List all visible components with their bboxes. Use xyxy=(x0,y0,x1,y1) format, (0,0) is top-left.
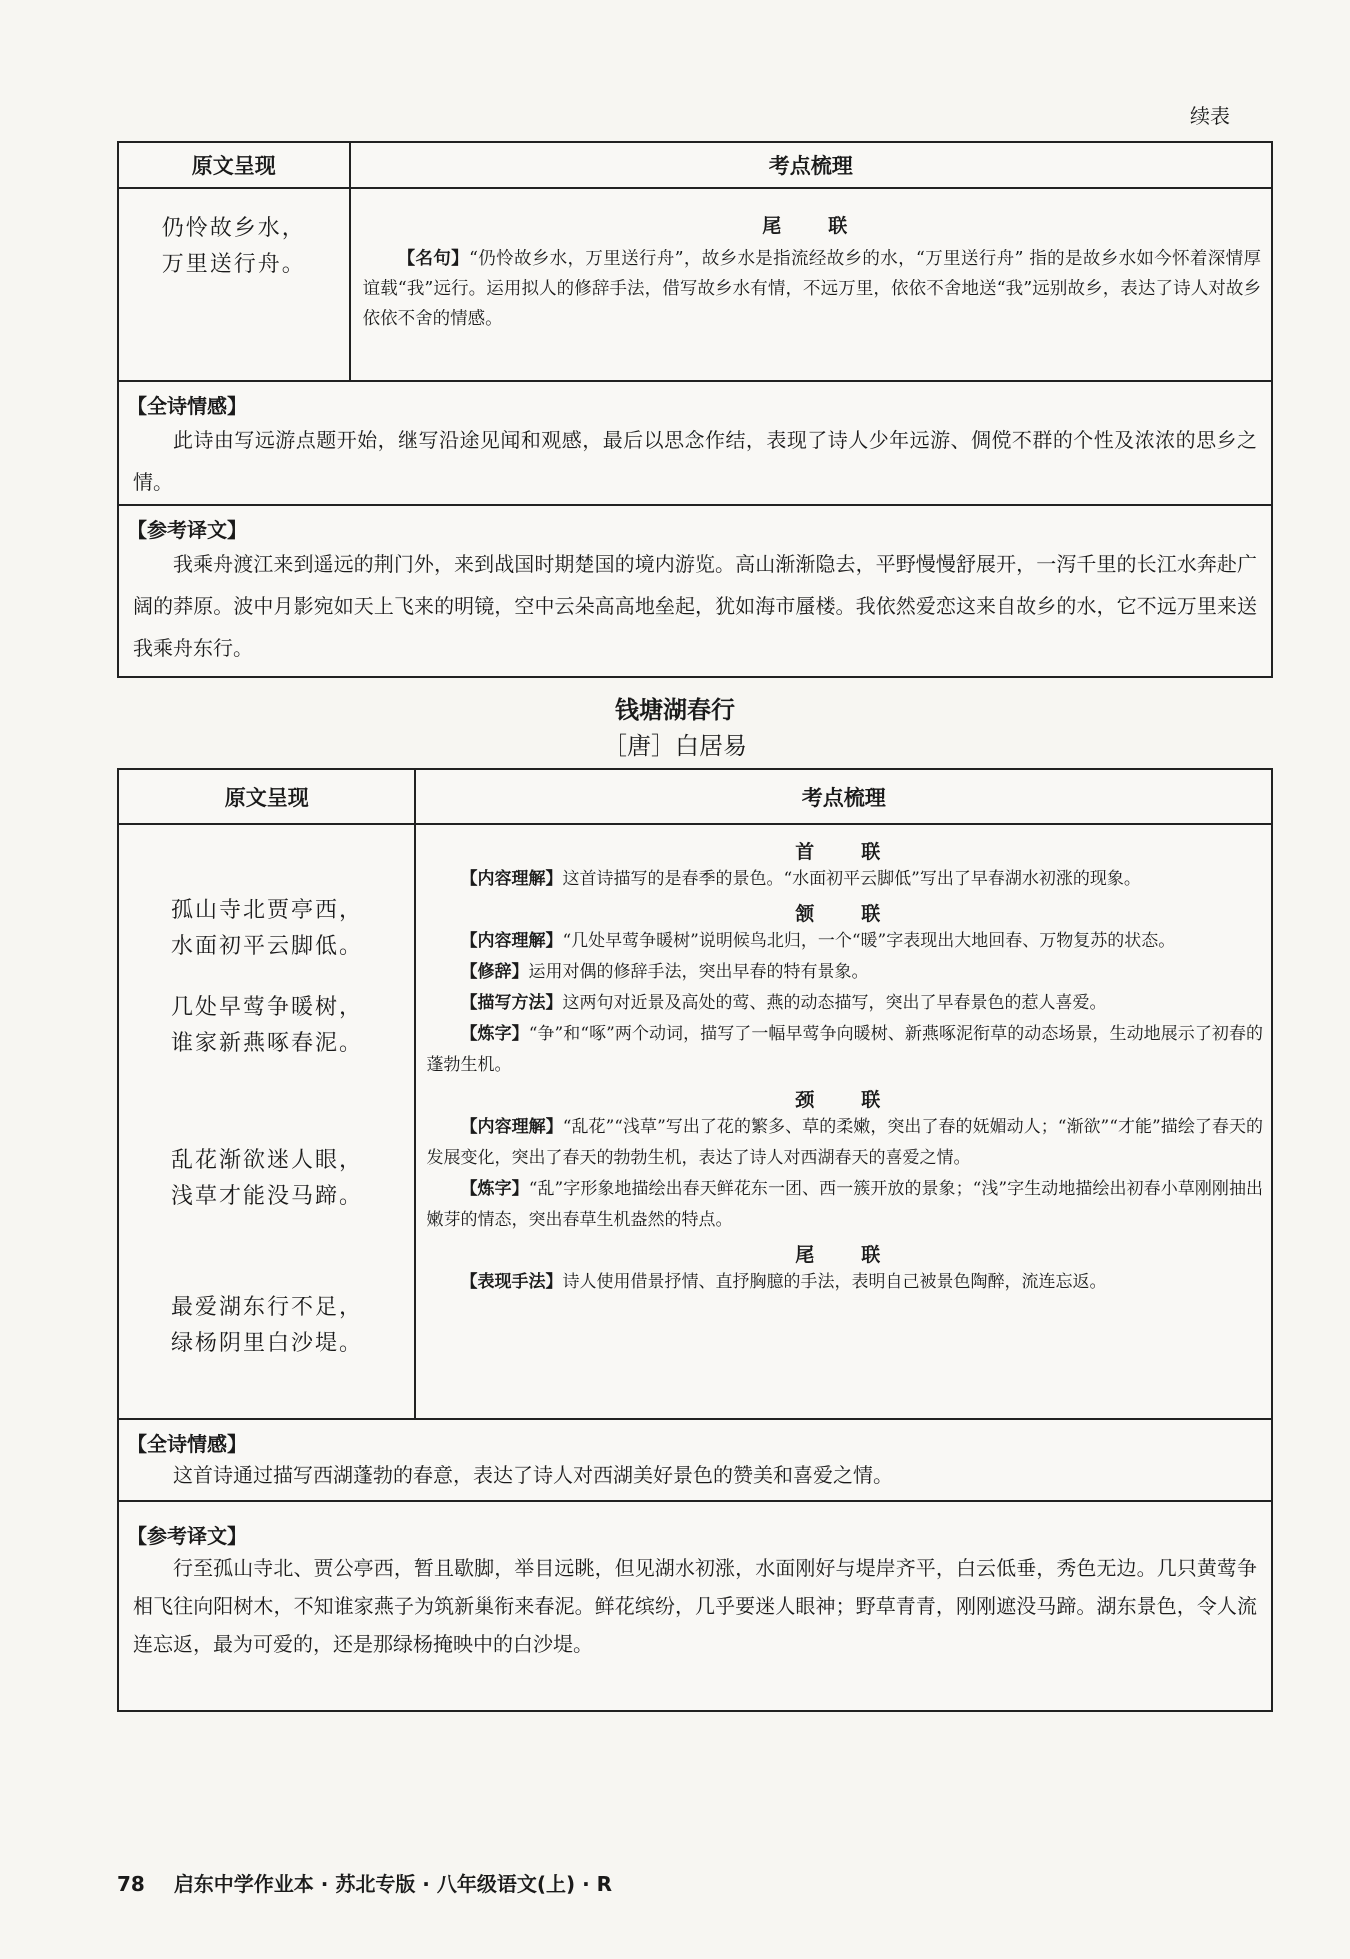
note-text: “仍怜故乡水，万里送行舟”，故乡水是指流经故乡的水，“万里送行舟” 指的是故乡水如今怀着深情厚谊载“我”远行。运用拟人的修辞手法，借写故乡水有情，不远万里，依依不舍地送“我”远别故乡，表达了诗人对故乡依依不舍的情感。 xyxy=(362,249,1262,329)
note-tag: 【炼字】 xyxy=(460,1024,529,1044)
table-qiantang-lake xyxy=(117,768,1273,1712)
page-footer xyxy=(117,1868,612,1897)
poem-title: 钱塘湖春行 xyxy=(615,696,735,724)
original-line: 几处早莺争暖树， xyxy=(170,995,363,1020)
note-tag: 【内容理解】 xyxy=(460,1117,563,1137)
translation-text: 行至孤山寺北、贾公亭西，暂且歇脚，举目远眺，但见湖水初涨，水面刚好与堤岸齐平，白云低垂，秀色无边。几只黄莺争相飞往向阳树木，不知谁家燕子为筑新巢衔来春泥。鲜花缤纷，几乎要迷人眼神；野草青青，刚刚遮没马蹄。湖东景色，令人流连忘返，最为可爱的，还是那绿杨掩映中的白沙堤。 xyxy=(133,1556,1257,1656)
table-row xyxy=(119,825,1271,1420)
notes-cell xyxy=(416,825,1271,1418)
original-line: 万里送行舟。 xyxy=(161,252,306,277)
note-text: “争”和“啄”两个动词，描写了一幅早莺争向暖树、新燕啄泥衔草的动态场景，生动地展示了初春的蓬勃生机。 xyxy=(426,1024,1264,1075)
header-original-text: 原文呈现 xyxy=(119,143,351,187)
emotion-section xyxy=(119,1420,1271,1502)
emotion-title: 【全诗情感】 xyxy=(127,1432,247,1456)
couplet-title: 首 联 xyxy=(795,841,895,863)
header-key-points: 考点梳理 xyxy=(801,785,886,810)
couplet-title: 尾 联 xyxy=(762,215,862,237)
note-tag: 【炼字】 xyxy=(460,1179,529,1199)
table-header xyxy=(119,770,1271,825)
notes-cell xyxy=(351,189,1271,380)
note-text: 这首诗描写的是春季的景色。“水面初平云脚低”写出了早春湖水初涨的现象。 xyxy=(562,869,1141,889)
original-line: 谁家新燕啄春泥。 xyxy=(170,1031,363,1056)
original-line: 绿杨阴里白沙堤。 xyxy=(170,1331,363,1356)
note-text: “乱”字形象地描绘出春天鲜花东一团、西一簇开放的景象；“浅”字生动地描绘出初春小草刚刚抽出嫩芽的情态，突出春草生机盎然的特点。 xyxy=(426,1179,1263,1230)
page-number: 78 xyxy=(117,1872,145,1896)
book-title: 启东中学作业本 · 苏北专版 · 八年级语文(上) · R xyxy=(173,1872,613,1896)
note-text: 运用对偶的修辞手法，突出早春的特有景象。 xyxy=(528,962,869,982)
note-tag: 【内容理解】 xyxy=(460,869,563,889)
original-lines-cell xyxy=(119,189,351,380)
translation-section xyxy=(119,506,1271,669)
poem-author: ［唐］白居易 xyxy=(603,732,747,760)
emotion-section xyxy=(119,382,1271,506)
note-paragraph xyxy=(426,926,1263,957)
original-line: 浅草才能没马蹄。 xyxy=(170,1184,363,1209)
note-tag: 【修辞】 xyxy=(460,962,529,982)
couplet-title: 颔 联 xyxy=(795,903,895,925)
couplet-title: 尾 联 xyxy=(795,1244,895,1266)
original-line: 最爱湖东行不足， xyxy=(170,1295,363,1320)
translation-title: 【参考译文】 xyxy=(127,518,247,542)
note-text: “几处早莺争暖树”说明候鸟北归，一个“暖”字表现出大地回春、万物复苏的状态。 xyxy=(562,931,1176,951)
note-paragraph xyxy=(426,864,1263,895)
note-text: “乱花”“浅草”写出了花的繁多、草的柔嫩，突出了春的妩媚动人；“渐欲”“才能”描绘了春天的发展变化，突出了春天的勃勃生机，表达了诗人对西湖春天的喜爱之情。 xyxy=(426,1117,1264,1168)
note-paragraph xyxy=(426,1019,1263,1081)
original-lines-cell xyxy=(119,825,416,1418)
original-line: 乱花渐欲迷人眼， xyxy=(170,1148,363,1173)
couplet-lines xyxy=(119,1143,415,1215)
continued-label: 续表 xyxy=(1190,104,1230,128)
table-continued xyxy=(117,141,1273,678)
note-paragraph xyxy=(363,244,1261,334)
note-tag: 【内容理解】 xyxy=(460,931,563,951)
emotion-text: 这首诗通过描写西湖蓬勃的春意，表达了诗人对西湖美好景色的赞美和喜爱之情。 xyxy=(173,1463,893,1487)
note-paragraph xyxy=(426,1174,1263,1236)
table-header xyxy=(119,143,1271,189)
note-tag: 【表现手法】 xyxy=(460,1272,563,1292)
note-text: 这两句对近景及高处的莺、燕的动态描写，突出了早春景色的惹人喜爱。 xyxy=(562,993,1107,1013)
original-line: 孤山寺北贾亭西， xyxy=(170,898,363,923)
note-tag: 【名句】 xyxy=(397,249,469,269)
header-original-text: 原文呈现 xyxy=(119,770,416,823)
note-paragraph xyxy=(426,1267,1263,1298)
header-key-points: 考点梳理 xyxy=(768,154,853,178)
note-text: 诗人使用借景抒情、直抒胸臆的手法，表明自己被景色陶醉，流连忘返。 xyxy=(562,1272,1107,1292)
original-line: 仍怜故乡水， xyxy=(161,216,306,241)
original-line: 水面初平云脚低。 xyxy=(170,934,363,959)
couplet-lines xyxy=(119,893,415,965)
table-row xyxy=(119,189,1271,382)
note-paragraph xyxy=(426,1112,1263,1174)
couplet-lines xyxy=(119,1290,415,1362)
couplet-lines xyxy=(119,990,415,1062)
note-tag: 【描写方法】 xyxy=(460,993,563,1013)
translation-text: 我乘舟渡江来到遥远的荆门外，来到战国时期楚国的境内游览。高山渐渐隐去，平野慢慢舒展开，一泻千里的长江水奔赴广阔的莽原。波中月影宛如天上飞来的明镜，空中云朵高高地垒起，犹如海市蜃楼。我依然爱恋这来自故乡的水，它不远万里来送我乘舟东行。 xyxy=(133,552,1257,660)
translation-section xyxy=(119,1502,1271,1663)
couplet-title: 颈 联 xyxy=(795,1089,895,1111)
translation-title: 【参考译文】 xyxy=(127,1524,247,1548)
note-paragraph xyxy=(426,957,1263,988)
emotion-title: 【全诗情感】 xyxy=(127,394,247,418)
emotion-text: 此诗由写远游点题开始，继写沿途见闻和观感，最后以思念作结，表现了诗人少年远游、倜傥不群的个性及浓浓的思乡之情。 xyxy=(133,428,1257,494)
note-paragraph xyxy=(426,988,1263,1019)
